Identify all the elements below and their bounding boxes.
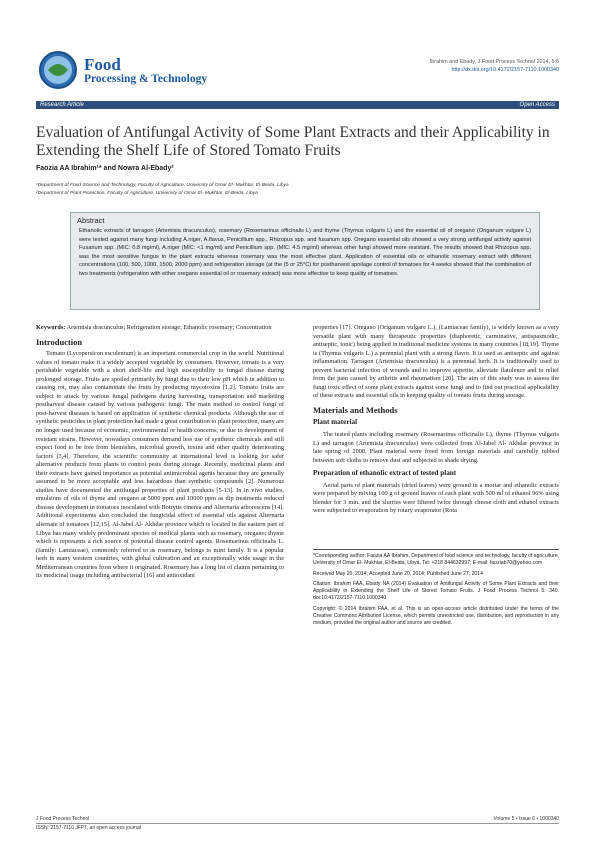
intro-paragraph: Tomato (Lycopersicon esculentum) is an important commercial crop in the world. Nutritional values of tomato make it a widely accepted vegetable by consumers. However, tomato is a very perishable vegetable with a short shelf-life and high susceptibility to fungal disease during prolonged storage. Fruits are spoiled primarily by fungi due to their low pH which in addition to causing rot, may also contaminate the fruits by producing mycotoxins [1,2]. Tomato fruits are subject to attack by various fungal pathogens during harvesting, transportation and marketing postharvest disease caused by various pathogenic fungi. The main method to control fungi of post-harvest diseases is based on application of synthetic chemical products. Although the use of synthetic pesticides in plant protection had made a great contribution to plant protection, many are no longer used because of economic, environmental or health concerns, or due to development of resistant strains. However, nowadays consumers demand less use of synthetic chemicals and still expect food to be free from blemishes, microbial growth, toxins and other quality deteriorating factors [3,4]. Therefore, the scientific community at international level is looking for safer alternative products from plants to control pests during storage. Recently, medicinal plants and their extracts have gained importance as potential antimicrobial agents because they are generally assumed to be more acceptable and less hazardous than synthetic compounds [2]. Numerous studies have documented the antifungal properties of plant products [5-13]. In in vivo studies, emulsions of oils of thyme and oregano at 5000 ppm and 10000 ppm as dip treatments reduced disease development in tomatoes inoculated with Botrytis cinerea and Alternaria arborescens [14]. Additional experiments also concluded the fungicidal effect of essential oils against Alternaria alternate of tomatoes [12,15]. Al-Jabel Al- Akhdar province which is located in the eastern part of Libya has many widely predominant species of medical plants such as rosemary, oregano; thyme which is represents a rich source of potential disease control agents. Rosemarinus officinalis L. (family: Lamiaceae), commonly referred to as rosemary, belongs to mint family. It is a popular herb in many western countries, with global cultivation and an exceptionally wide usage in the Mediterranean countries from where it originated. Rosemary has a long list of claims pertaining to its medicinal usage including antibacterial [16] and antioxidant — [36, 350, 284, 580]
extract-prep-paragraph: Aerial parts of plant materials (dried leaves) were ground in a mortar and ethanolic extracts were prepared by mixing 100 g of ground leaves of each plant with 500 ml of ethanol 96% using blender for 3 min. and the slurries were filtered twice through cheese cloth and ethanol extracts were subjected to evaporation by rotary evaporator (Rota — [313, 481, 559, 515]
article-type: Research Article — [40, 102, 84, 108]
plant-material-heading: Plant material — [313, 418, 358, 427]
keywords-text: Artemisia dracunculus; Refrigeration storage; Ethanolic rosemary; Concentration — [66, 324, 272, 331]
footer-issn: ISSN: 2157-7110 JFPT, an open access journal — [36, 825, 141, 831]
abstract-box — [70, 212, 540, 310]
article-authors: Faozia AA Ibrahim¹* and Nowra Al-Ebady² — [36, 165, 174, 172]
keywords — [36, 324, 284, 333]
header-citation — [430, 58, 559, 74]
intro-heading: Introduction — [36, 336, 83, 347]
open-access-label: Open Access — [519, 102, 555, 108]
journal-name: Food — [84, 55, 121, 74]
article-type-bar — [36, 101, 559, 109]
abstract-text: Ethanolic extracts of tarragon (Artemisia dracunculus), rosemary (Rosemarinus officinalis L) and thyme (Thymus vulgaris L) and the essential oil of oregano (Origanum vulgare L) were tested against many fungi including A.niger, A.flavus, Penicillium spp., Rhizopus spp. and fusarium spp. Oregano essential oils showed a very strong antifungal activity against Fusarium spp. (MIC: 0.8 mg/ml), A.niger (MIC: <1 mg/ml) and Penicillium spp. (MIC: 4.5 mg/ml) whereas other fungi showed more resistant. The results showed that Rhizopus spp. was the most sensitive fungus to the plant extracts whereas rosemary was the most effective plant. Application of essential oils or ethanolic rosemary extract with different concentrations (100, 500, 1000, 1500, 2000 ppm) and refrigeration storage (at the (5 or 25°C) for postharvest spoilage control of tomatoes for 4 weeks showed that the combination of two treatments (refrigeration with either oregano essential oil or rosemary extract) was more effective to keep quality of tomatoes. — [79, 228, 531, 277]
keywords-label: Keywords: — [36, 324, 66, 331]
header-citation-text: Ibrahim and Ebady, J Food Process Technol 2014, 5:6 — [429, 59, 559, 65]
header-doi-link[interactable]: http://dx.doi.org/10.4172/2157-7110.1000340 — [451, 67, 559, 73]
article-citation: Citation: Ibrahim FAA, Ebady NA (2014) Evaluation of Antifungal Activity of Some Plant Extracts and their Applicability in Extending the Shelf Life of Stored Tomato Fruits. J Food Process Technol 5: 340. doi:10.4172/2157-7110.1000340 — [313, 580, 559, 602]
right-column — [313, 324, 559, 516]
journal-logo-icon — [38, 50, 78, 90]
affiliation-1: ¹Department of Food Science and Technology, Faculty of Agriculture, University of Omar El- Mukhtar, El-Beida, Libya — [36, 183, 289, 188]
affiliation-2: ²Department of Plant Protection, Faculty of Agriculture, University of Omar El- Mukhtar, El-Beida, Libya — [36, 191, 258, 196]
left-column — [36, 324, 284, 581]
intro-paragraph-cont: properties [17]. Oregano (Origanum vulgare L.), (Lamiaceae family), is widely known as a very versatile plant with many therapeutic properties (diaphoretic, carminative, antispasmodic, antiseptic, tonic) being applied in traditional medicine systems in many countries [18,19]. Thyme is (Thymus vulgaris L.) a perennial plant with a strong flavor. It is used as antiseptic and against inflammation. Tarragon (Artemisia dracunculus) is a perennial herb. It is traditionally used to prevent bacterial infection of wounds and to improve appetite, alleviate flatulence and to relief from the pain caused by arthritis and rheumatism [20]. The aim of this study was to assess the fungi toxic effect of some plant extracts against some fungi and to find out practical applicability of these extracts and essential oils in keeping quality of tomato fruits during storage. — [313, 324, 559, 400]
copyright-notice: Copyright: © 2014 Ibrahim FAA, et al. This is an open-access article distributed under the terms of the Creative Commons Attribution License, which permits unrestricted use, distribution, and reproduction in any medium, provided the original author and source are credited. — [313, 605, 559, 627]
footer-journal: J Food Process Technol — [36, 816, 90, 822]
corresponding-block — [313, 549, 559, 631]
publication-dates: Received May 20, 2014; Accepted June 20, 2014; Published June 27, 2014 — [313, 570, 483, 577]
abstract-heading: Abstract — [77, 216, 105, 225]
methods-heading: Materials and Methods — [313, 404, 398, 415]
extract-prep-heading: Preparation of ethanolic extract of tested plant — [313, 469, 457, 478]
plant-material-paragraph: The tested plants including rosemary (Rosemarinus officinalis L), thyme (Thymus vulgaris L) and tarragon (Artemisia dracunculus) were collected from Al-Jabel Al- Akhdar province in late spring of 2008. Plant material were freed from foreign materials and carefully rubbed between soft cloths to remove dust and subjected to shade drying. — [313, 431, 559, 464]
article-title: Evaluation of Antifungal Activity of Some Plant Extracts and their Applicability in Extending the Shelf Life of Stored Tomato Fruits — [36, 124, 550, 159]
journal-subtitle: Processing & Technology — [84, 73, 208, 85]
footer-divider — [36, 823, 559, 824]
footer-volume: Volume 5 • Issue 6 • 1000340 — [493, 816, 559, 822]
corresponding-author: *Corresponding author: Faozia AA Ibrahim, Department of food science and technology, faculty of agriculture, University of Omar El- Mukhtar, El-Beida, Libya, Tel: +218 844632997; E-mail: faoziab70@yahoo.com — [313, 553, 559, 567]
